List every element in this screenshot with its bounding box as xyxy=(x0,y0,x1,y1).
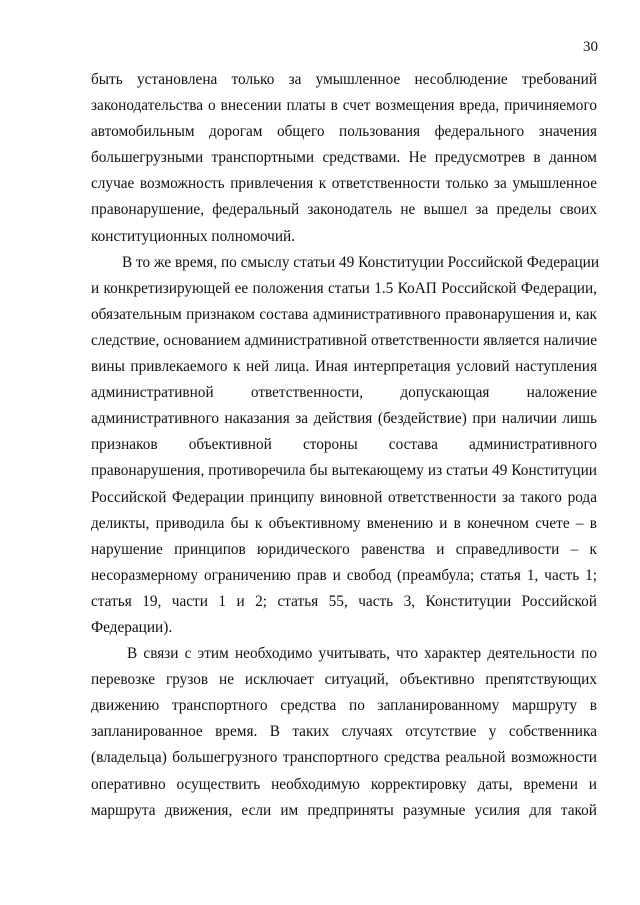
text-line: правонарушения, противоречила бы вытекающему из статьи 49 Конституции xyxy=(91,462,597,480)
text-line: административного наказания за действия (бездействие) при наличии лишь xyxy=(91,410,597,428)
text-line: признаков объективной стороны состава административного xyxy=(91,436,597,454)
paragraph-1 xyxy=(91,70,597,253)
text-line: большегрузными транспортными средствами. Не предусмотрев в данном xyxy=(91,149,597,167)
text-line: вины привлекаемого к ней лица. Иная интерпретация условий наступления xyxy=(91,358,597,376)
text-line: нарушение принципов юридического равенства и справедливости – к xyxy=(91,540,597,558)
text-line: случае возможность привлечения к ответственности только за умышленное xyxy=(91,175,597,193)
document-body xyxy=(91,70,600,827)
paragraph-2 xyxy=(91,253,600,644)
text-line: конституционных полномочий. xyxy=(91,227,296,245)
paragraph-3 xyxy=(91,644,597,827)
text-line: маршрута движения, если им предприняты разумные усилия для такой xyxy=(91,801,597,819)
text-line: и конкретизирующей ее положения статьи 1.5 КоАП Российской Федерации, xyxy=(91,279,597,297)
text-line: перевозке грузов не исключает ситуаций, объективно препятствующих xyxy=(91,671,597,689)
text-line: Федерации). xyxy=(91,618,173,636)
text-line: несоразмерному ограничению прав и свобод (преамбула; статья 1, часть 1; xyxy=(91,566,597,584)
text-line: быть установлена только за умышленное несоблюдение требований xyxy=(91,71,597,88)
text-line: В то же время, по смыслу статьи 49 Конституции Российской Федерации xyxy=(122,253,600,271)
text-line: законодательства о внесении платы в счет возмещения вреда, причиняемого xyxy=(91,97,597,115)
text-line: движению транспортного средства по запланированному маршруту в xyxy=(91,697,597,715)
text-line: обязательным признаком состава административного правонарушения и, как xyxy=(91,305,597,323)
text-line: запланированное время. В таких случаях отсутствие у собственника xyxy=(91,723,597,741)
text-line: статья 19, части 1 и 2; статья 55, часть 3, Конституции Российской xyxy=(91,592,597,610)
text-line: автомобильным дорогам общего пользования федерального значения xyxy=(91,123,597,141)
text-line: Российской Федерации принципу виновной ответственности за такого рода xyxy=(91,488,597,506)
text-line: административной ответственности, допускающая наложение xyxy=(91,384,597,402)
text-line: оперативно осуществить необходимую корректировку даты, времени и xyxy=(91,775,597,793)
text-line: В связи с этим необходимо учитывать, что характер деятельности по xyxy=(127,645,597,663)
text-line: следствие, основанием административной ответственности является наличие xyxy=(91,331,597,349)
page-number: 30 xyxy=(583,39,598,55)
text-line: правонарушение, федеральный законодатель не вышел за пределы своих xyxy=(91,201,597,219)
text-line: деликты, приводила бы к объективному вменению и в конечном счете – в xyxy=(91,514,597,532)
text-line: (владельца) большегрузного транспортного средства реальной возможности xyxy=(91,749,597,767)
